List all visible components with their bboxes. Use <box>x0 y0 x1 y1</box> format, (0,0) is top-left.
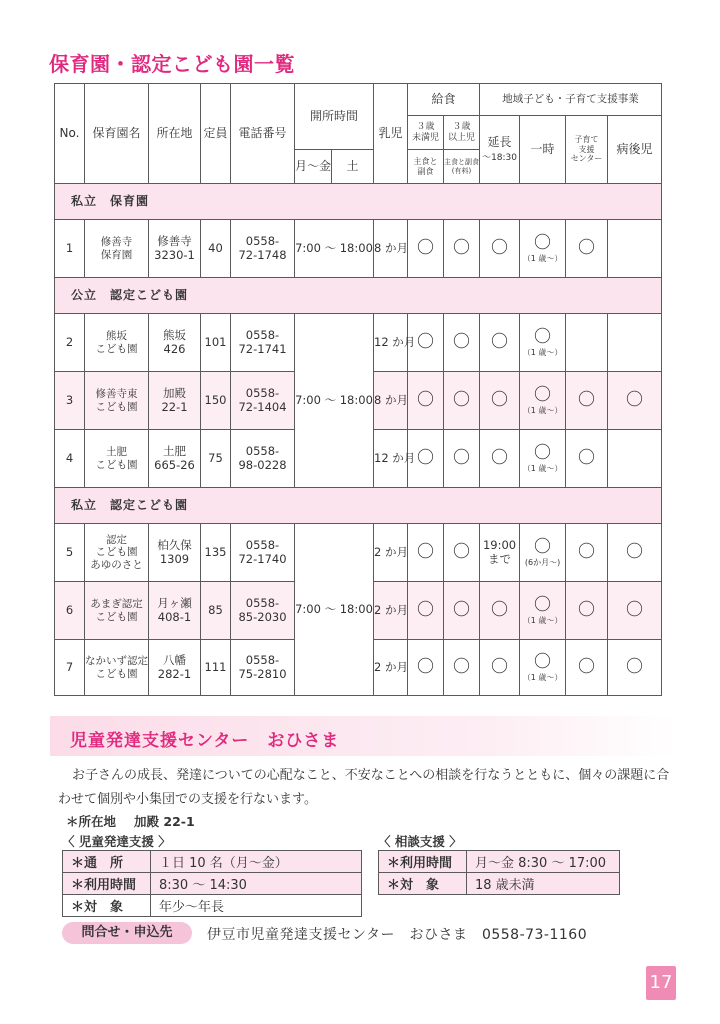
row-meal-over3: 〇 <box>444 220 480 278</box>
row-no: 6 <box>55 582 85 640</box>
page-title: 保育園・認定こども園一覧 <box>49 52 295 76</box>
row-sick <box>608 430 662 488</box>
row-meal-over3: 〇 <box>444 524 480 582</box>
temporary-mark: 〇 <box>534 442 552 463</box>
header-infant: 乳児 <box>374 84 408 184</box>
contact-badge: 問合せ・申込先 <box>62 922 192 944</box>
row-meal-under3: 〇 <box>408 430 444 488</box>
header-temporary: 一時 <box>520 116 566 184</box>
row-sick <box>608 314 662 372</box>
section-private-kodomoen: 私立 認定こども園 <box>55 488 662 524</box>
consult-key: ＊対 象 <box>379 873 467 895</box>
row-temporary <box>520 582 566 640</box>
temporary-note: （1 歳～） <box>522 464 563 474</box>
row-no: 4 <box>55 430 85 488</box>
row-center: 〇 <box>566 640 608 696</box>
dev-support-key: ＊対 象 <box>63 895 151 917</box>
row-phone: 0558- 72-1740 <box>231 524 295 582</box>
row-temporary <box>520 220 566 278</box>
temporary-note: （1 歳～） <box>522 406 563 416</box>
dev-support-value: 年少～年長 <box>151 895 362 917</box>
row-sick: 〇 <box>608 640 662 696</box>
row-meal-over3: 〇 <box>444 314 480 372</box>
row-no: 1 <box>55 220 85 278</box>
row-infant: 8 か月 <box>374 220 408 278</box>
row-center: 〇 <box>566 430 608 488</box>
row-temporary <box>520 640 566 696</box>
row-sick: 〇 <box>608 372 662 430</box>
dev-support-value: 8:30 ～ 14:30 <box>151 873 362 895</box>
row-extended: 〇 <box>480 430 520 488</box>
header-meal-under3-note: 主食と 副食 <box>408 150 444 184</box>
consult-table <box>378 850 620 895</box>
row-name: 熊坂 こども園 <box>85 314 149 372</box>
row-no: 5 <box>55 524 85 582</box>
header-extended <box>480 116 520 184</box>
extended-label: 延長 <box>487 134 512 149</box>
row-no: 7 <box>55 640 85 696</box>
consult-key: ＊利用時間 <box>379 851 467 873</box>
row-meal-under3: 〇 <box>408 640 444 696</box>
row-infant: 2 か月 <box>374 640 408 696</box>
row-sick: 〇 <box>608 524 662 582</box>
row-extended: 〇 <box>480 314 520 372</box>
consult-heading: 〈 相談支援 〉 <box>378 834 462 849</box>
row-center: 〇 <box>566 524 608 582</box>
row-address: 加殿 22-1 <box>149 372 201 430</box>
row-no: 3 <box>55 372 85 430</box>
row-address: 八幡 282-1 <box>149 640 201 696</box>
header-hours-sat: 土 <box>332 150 374 184</box>
row-name: 認定 こども園 あゆのさと <box>85 524 149 582</box>
header-meal-over3: ３歳 以上児 <box>444 116 480 150</box>
page-number: 17 <box>646 966 676 1000</box>
contact-text: 伊豆市児童発達支援センター おひさま 0558-73-1160 <box>207 927 588 943</box>
header-hours-weekday: 月～金 <box>295 150 332 184</box>
row-capacity: 75 <box>201 430 231 488</box>
row-meal-over3: 〇 <box>444 640 480 696</box>
table-row <box>55 220 662 278</box>
header-name: 保育園名 <box>85 84 149 184</box>
nursery-table <box>54 83 662 696</box>
header-address: 所在地 <box>149 84 201 184</box>
center-description: お子さんの成長、発達についての心配なこと、不安なことへの相談を行なうとともに、個々の課題に合わせて個別や小集団での支援を行ないます。 <box>58 768 670 807</box>
row-meal-under3: 〇 <box>408 314 444 372</box>
consult-value: 月～金 8:30 ～ 17:00 <box>467 851 620 873</box>
row-phone: 0558- 75-2810 <box>231 640 295 696</box>
row-phone: 0558- 98-0228 <box>231 430 295 488</box>
address-value: 加殿 22-1 <box>134 814 195 829</box>
row-center <box>566 314 608 372</box>
row-phone: 0558- 85-2030 <box>231 582 295 640</box>
section-private-nursery: 私立 保育園 <box>55 184 662 220</box>
header-hours: 開所時間 <box>295 84 374 150</box>
row-infant: 2 か月 <box>374 582 408 640</box>
temporary-mark: 〇 <box>534 384 552 405</box>
header-center: 子育て 支援 センター <box>566 116 608 184</box>
row-phone: 0558- 72-1748 <box>231 220 295 278</box>
temporary-mark: 〇 <box>534 651 552 672</box>
temporary-note: （1 歳～） <box>522 673 563 683</box>
row-name: 修善寺 保育園 <box>85 220 149 278</box>
row-infant: 8 か月 <box>374 372 408 430</box>
row-meal-under3: 〇 <box>408 524 444 582</box>
row-name: 土肥 こども園 <box>85 430 149 488</box>
row-temporary <box>520 314 566 372</box>
row-infant: 12 か月 <box>374 314 408 372</box>
row-infant: 2 か月 <box>374 524 408 582</box>
row-meal-under3: 〇 <box>408 372 444 430</box>
center-title: 児童発達支援センター おひさま <box>70 731 340 751</box>
row-address: 熊坂 426 <box>149 314 201 372</box>
dev-support-table <box>62 850 362 917</box>
row-capacity: 85 <box>201 582 231 640</box>
header-meal: 給食 <box>408 84 480 116</box>
row-meal-over3: 〇 <box>444 372 480 430</box>
row-sick <box>608 220 662 278</box>
row-address: 月ヶ瀬 408-1 <box>149 582 201 640</box>
header-sick: 病後児 <box>608 116 662 184</box>
row-sick: 〇 <box>608 582 662 640</box>
row-extended: 〇 <box>480 582 520 640</box>
temporary-note: （1 歳～） <box>522 348 563 358</box>
row-temporary <box>520 524 566 582</box>
temporary-mark: 〇 <box>534 232 552 253</box>
dev-support-heading: 〈 児童発達支援 〉 <box>62 834 171 849</box>
header-meal-over3-note: 主食と副食 (有料) <box>444 150 480 184</box>
table-row <box>55 314 662 372</box>
row-phone: 0558- 72-1404 <box>231 372 295 430</box>
row-address: 柏久保 1309 <box>149 524 201 582</box>
row-meal-over3: 〇 <box>444 582 480 640</box>
temporary-mark: 〇 <box>534 326 552 347</box>
header-no: No. <box>55 84 85 184</box>
row-address: 修善寺 3230-1 <box>149 220 201 278</box>
row-hours-merged: 7:00 ～ 18:00 <box>295 524 374 696</box>
row-center: 〇 <box>566 220 608 278</box>
row-center: 〇 <box>566 582 608 640</box>
row-address: 土肥 665-26 <box>149 430 201 488</box>
row-name: 修善寺東 こども園 <box>85 372 149 430</box>
row-extended: 〇 <box>480 640 520 696</box>
row-extended: 〇 <box>480 372 520 430</box>
row-center: 〇 <box>566 372 608 430</box>
row-extended: 〇 <box>480 220 520 278</box>
row-no: 2 <box>55 314 85 372</box>
row-capacity: 101 <box>201 314 231 372</box>
consult-value: 18 歳未満 <box>467 873 620 895</box>
row-meal-under3: 〇 <box>408 220 444 278</box>
row-temporary <box>520 430 566 488</box>
row-phone: 0558- 72-1741 <box>231 314 295 372</box>
temporary-note: （1 歳～） <box>522 254 563 264</box>
table-row <box>55 524 662 582</box>
row-temporary <box>520 372 566 430</box>
row-meal-over3: 〇 <box>444 430 480 488</box>
section-public-kodomoen: 公立 認定こども園 <box>55 278 662 314</box>
row-name: あまぎ認定 こども園 <box>85 582 149 640</box>
dev-support-value: １日 10 名（月～金） <box>151 851 362 873</box>
row-capacity: 150 <box>201 372 231 430</box>
temporary-note: (6か月～) <box>524 558 561 568</box>
temporary-note: （1 歳～） <box>522 616 563 626</box>
row-capacity: 111 <box>201 640 231 696</box>
dev-support-key: ＊通 所 <box>63 851 151 873</box>
row-meal-under3: 〇 <box>408 582 444 640</box>
header-capacity: 定員 <box>201 84 231 184</box>
row-hours-merged: 7:00 ～ 18:00 <box>295 314 374 488</box>
dev-support-key: ＊利用時間 <box>63 873 151 895</box>
row-capacity: 135 <box>201 524 231 582</box>
row-extended: 19:00 まで <box>480 524 520 582</box>
temporary-mark: 〇 <box>534 536 552 557</box>
header-support: 地域子ども・子育て支援事業 <box>480 84 662 116</box>
row-capacity: 40 <box>201 220 231 278</box>
extended-note: ～18:30 <box>482 152 517 163</box>
row-hours: 7:00 ～ 18:00 <box>295 220 374 278</box>
row-name: なかいず認定 こども園 <box>85 640 149 696</box>
temporary-mark: 〇 <box>534 594 552 615</box>
header-phone: 電話番号 <box>231 84 295 184</box>
header-meal-under3: ３歳 未満児 <box>408 116 444 150</box>
address-label: ＊所在地 <box>66 814 117 829</box>
row-infant: 12 か月 <box>374 430 408 488</box>
center-address <box>66 812 195 830</box>
